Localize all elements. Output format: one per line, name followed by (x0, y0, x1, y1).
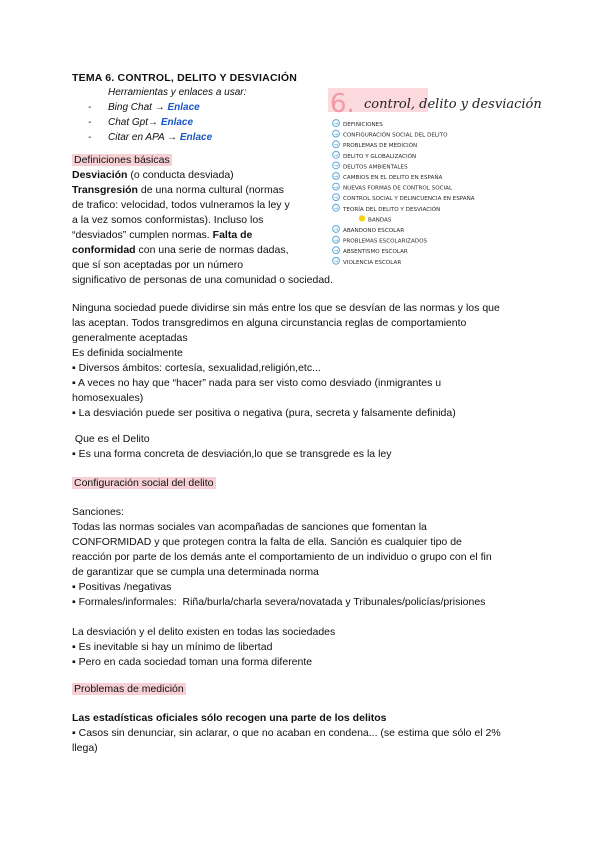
sketch-list-item (333, 151, 417, 159)
sketch-item-text: NUEVAS FORMAS DE CONTROL SOCIAL (343, 185, 453, 192)
yellow-dot-icon (359, 215, 365, 221)
arrow-icon: → (333, 184, 339, 191)
sketch-item-text: PROBLEMAS ESCOLARIZADOS (343, 238, 428, 245)
arrow-icon: → (333, 206, 339, 212)
tools-item-label: Chat Gpt→ (108, 117, 159, 128)
delito-section (72, 432, 392, 462)
sketch-item-text: BANDAS (368, 217, 392, 224)
sketch-list (333, 120, 475, 266)
arrow-icon: → (333, 174, 339, 181)
sketch-item-text: CONFIGURACIÓN SOCIAL DEL DELITO (343, 132, 448, 139)
bullet-item: ▪ Casos sin denunciar, sin aclarar, o que no acaban en condena... (se estima que sólo el 2% (72, 727, 501, 739)
sketch-list-item (333, 183, 453, 191)
paragraph-line: Ninguna sociedad puede dividirse sin más entre los que se desvían de las normas y los que (72, 302, 500, 314)
sketch-list-item (333, 226, 405, 234)
sketch-list-item (333, 194, 475, 202)
paragraph-line (72, 711, 501, 726)
arrow-icon: → (333, 131, 339, 138)
tools-item (88, 130, 212, 145)
sketch-list-item (333, 204, 441, 212)
conformidad-term: conformidad (72, 244, 136, 256)
dash-bullet: - (88, 102, 92, 113)
paragraph-line: que sí son aceptadas por un número (72, 259, 244, 271)
text-span: (o conducta desviada) (127, 169, 234, 181)
dash-bullet: - (88, 117, 92, 128)
text-span: de una norma cultural (normas (137, 184, 284, 196)
sketch-list-item (333, 236, 428, 244)
paragraph-line: Es definida socialmente (72, 347, 183, 359)
estadisticas-heading: Las estadísticas oficiales sólo recogen una parte de los delitos (72, 712, 387, 724)
arrow-icon: → (333, 248, 339, 255)
tools-item (88, 115, 212, 130)
sketch-item-text: DELITOS AMBIENTALES (343, 164, 408, 171)
dash-bullet: - (88, 132, 92, 143)
definiciones-header-text: Definiciones básicas (74, 154, 170, 166)
bullet-item: ▪ Formales/informales: Riña/burla/charla severa/novatada y Tribunales/policías/prisiones (72, 596, 486, 608)
bullet-item: ▪ La desviación puede ser positiva o negativa (pura, secreta y falsamente definida) (72, 407, 456, 419)
paragraph-line: Sanciones: (72, 506, 124, 518)
index-sketch (328, 82, 600, 282)
arrow-icon: → (333, 163, 339, 170)
bullet-item: ▪ Positivas /negativas (72, 581, 172, 593)
paragraph-line (72, 228, 333, 243)
sketch-list-item (333, 173, 443, 181)
sketch-item-text: ABANDONO ESCOLAR (343, 228, 405, 234)
sketch-list-item (333, 247, 408, 255)
tools-item (88, 100, 212, 115)
bullet-item: ▪ Pero en cada sociedad toman una forma diferente (72, 656, 313, 668)
desviacion-term: Desviación (72, 169, 128, 181)
tools-heading: Herramientas y enlaces a usar: (108, 87, 247, 98)
arrow-icon: → (333, 121, 339, 128)
ninguna-paragraph (72, 301, 500, 421)
paragraph-line (72, 168, 333, 183)
paragraph-line: CONFORMIDAD y que protegen contra la falta de ella. Sanción es cualquier tipo de (72, 536, 462, 548)
paragraph-line (72, 183, 333, 198)
bullet-item: ▪ Es una forma concreta de desviación,lo que se transgrede es la ley (72, 448, 392, 460)
sketch-item-text: VIOLENCIA ESCOLAR (343, 259, 402, 266)
sketch-title-number: 6. (330, 89, 355, 119)
text-span: “desviados” cumplen normas. (72, 229, 213, 241)
bing-chat-link[interactable]: Enlace (167, 102, 200, 113)
tools-item-label: Citar en APA → (108, 132, 178, 143)
apa-citation-link[interactable]: Enlace (179, 132, 213, 143)
arrow-icon: → (333, 153, 339, 159)
configuracion-body (72, 505, 492, 610)
paragraph-line: reacción por parte de los demás ante el comportamiento de un individuo o grupo con el fin (72, 551, 492, 563)
paragraph-line: llega) (72, 742, 98, 754)
text-span: con una serie de normas dadas, (135, 244, 289, 256)
bullet-item: ▪ Diversos ámbitos: cortesía, sexualidad,religión,etc... (72, 362, 321, 374)
bullet-item: ▪ Es inevitable si hay un mínimo de libertad (72, 641, 273, 653)
bullet-item: ▪ A veces no hay que “hacer” nada para ser visto como desviado (inmigrantes u (72, 377, 442, 389)
paragraph-line: La desviación y el delito existen en todas las sociedades (72, 626, 336, 638)
sketch-item-text: PROBLEMAS DE MEDICIÓN (343, 143, 418, 150)
chat-gpt-link[interactable]: Enlace (160, 117, 194, 128)
problemas-body (72, 711, 501, 756)
existen-section (72, 625, 335, 670)
sketch-item-text: TEORÍA DEL DELITO Y DESVIACIÓN (343, 206, 441, 213)
arrow-icon: → (333, 227, 339, 234)
sketch-item-text: ABSENTISMO ESCOLAR (343, 249, 408, 256)
sketch-item-text: CONTROL SOCIAL Y DELINCUENCIA EN ESPAÑA (343, 196, 475, 203)
paragraph-line: de garantizar que se cumpla una determinada norma (72, 566, 319, 578)
sketch-list-item (333, 130, 448, 138)
arrow-icon: → (333, 259, 339, 265)
definiciones-body (72, 168, 333, 288)
paragraph-line: a la vez somos conformistas). Incluso los (72, 214, 264, 226)
configuracion-header (72, 477, 216, 489)
arrow-icon: → (333, 195, 339, 202)
paragraph-line: de trafico: velocidad, todos vulneramos la ley y (72, 199, 290, 211)
sketch-list-item (333, 257, 402, 265)
configuracion-header-text: Configuración social del delito (74, 477, 214, 489)
sketch-item-text: DELITO Y GLOBALIZACIÓN (343, 153, 417, 160)
sketch-list-item (333, 120, 384, 128)
problemas-header (72, 683, 186, 695)
arrow-icon: → (333, 237, 339, 244)
sketch-list-item (333, 141, 418, 149)
arrow-icon: → (333, 142, 339, 149)
definiciones-header (72, 154, 172, 166)
paragraph-line: significativo de personas de una comunidad o sociedad. (72, 274, 333, 286)
sketch-item-text: DEFINICIONES (343, 122, 383, 128)
paragraph-line: generalmente aceptadas (72, 332, 188, 344)
paragraph-line: las aceptan. Todos transgredimos en alguna circunstancia reglas de comportamiento (72, 317, 467, 329)
tools-list (88, 100, 212, 145)
paragraph-line (72, 243, 333, 258)
sketch-list-item (333, 162, 408, 170)
tools-item-label: Bing Chat → (108, 102, 165, 113)
delito-heading: Que es el Delito (72, 433, 150, 445)
paragraph-line: homosexuales) (72, 392, 144, 404)
sketch-item-text: CAMBIOS EN EL DELITO EN ESPAÑA (343, 175, 443, 181)
paragraph-line: Todas las normas sociales van acompañadas de sanciones que fomentan la (72, 521, 427, 533)
problemas-header-text: Problemas de medición (74, 683, 184, 695)
transgresion-term: Transgresión (72, 184, 138, 196)
sketch-list-item (359, 215, 392, 223)
falta-term: Falta de (212, 229, 253, 241)
sketch-title-text: control, delito y desviación (364, 97, 542, 112)
document-title: TEMA 6. CONTROL, DELITO Y DESVIACIÓN (72, 72, 298, 84)
